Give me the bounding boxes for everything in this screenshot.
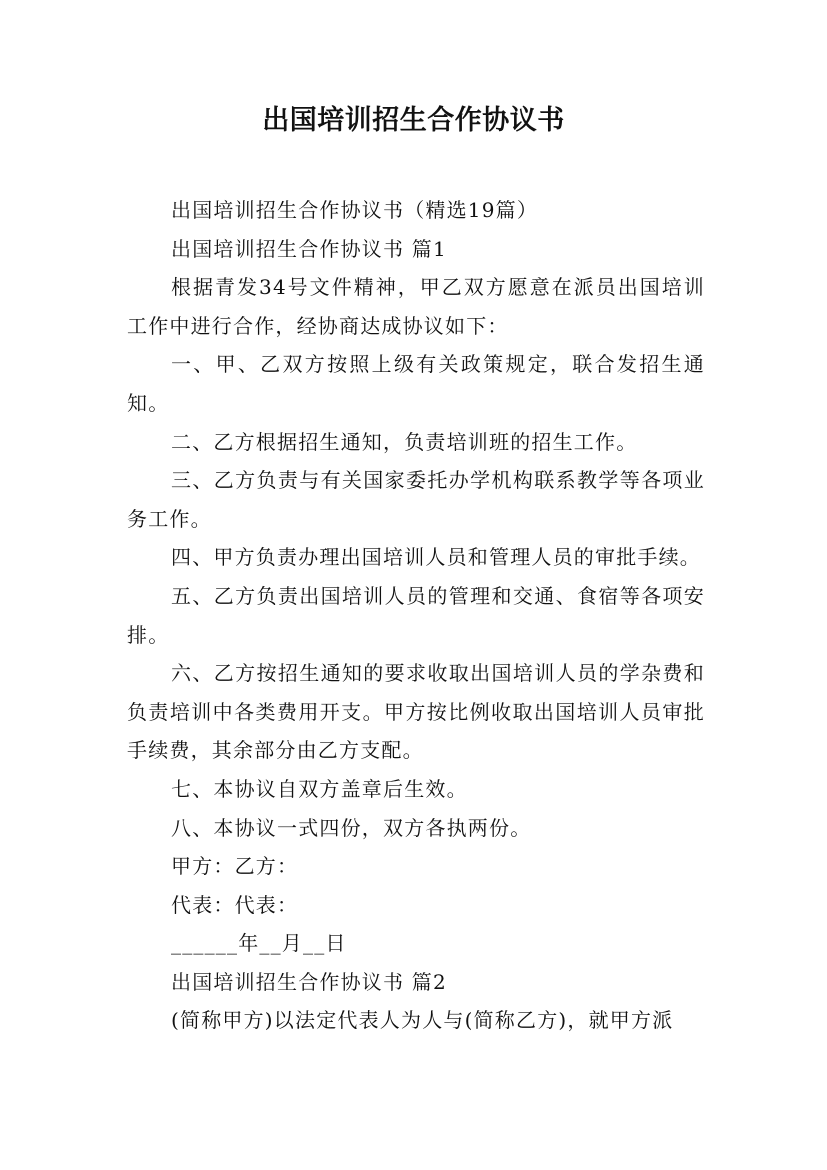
paragraph-parties: 甲方：乙方： <box>171 854 299 879</box>
paragraph-clause-7: 七、本协议自双方盖章后生效。 <box>171 776 468 801</box>
paragraph-clause-6: 六、乙方按招生通知的要求收取出国培训人员的学杂费和负责培训中各类费用开支。甲方按比例收取出国培训人员审批手续费，其余部分由乙方支配。 <box>127 661 705 763</box>
paragraph-clause-2: 二、乙方根据招生通知，负责培训班的招生工作。 <box>171 429 638 454</box>
paragraph-representatives: 代表：代表： <box>171 892 299 917</box>
document-body <box>127 191 705 1040</box>
paragraph-article-1-heading: 出国培训招生合作协议书 篇1 <box>171 236 447 261</box>
paragraph-clause-1: 一、甲、乙双方按照上级有关政策规定，联合发招生通知。 <box>127 352 705 415</box>
paragraph-selection-heading: 出国培训招生合作协议书（精选19篇） <box>171 198 539 222</box>
paragraph-article-2-intro: (简称甲方)以法定代表人为人与(简称乙方)，就甲方派 <box>171 1008 674 1033</box>
paragraph-clause-3: 三、乙方负责与有关国家委托办学机构联系教学等各项业务工作。 <box>127 468 705 531</box>
paragraph-article-2-heading: 出国培训招生合作协议书 篇2 <box>171 969 447 994</box>
paragraph-date: ______年__月__日 <box>171 931 347 956</box>
paragraph-clause-4: 四、甲方负责办理出国培训人员和管理人员的审批手续。 <box>171 545 701 570</box>
document-title: 出国培训招生合作协议书 <box>262 105 565 136</box>
paragraph-intro: 根据青发34号文件精神，甲乙双方愿意在派员出国培训工作中进行合作，经协商达成协议如下： <box>127 275 705 338</box>
paragraph-clause-5: 五、乙方负责出国培训人员的管理和交通、食宿等各项安排。 <box>127 583 705 647</box>
paragraph-clause-8: 八、本协议一式四份，双方各执两份。 <box>171 815 532 840</box>
